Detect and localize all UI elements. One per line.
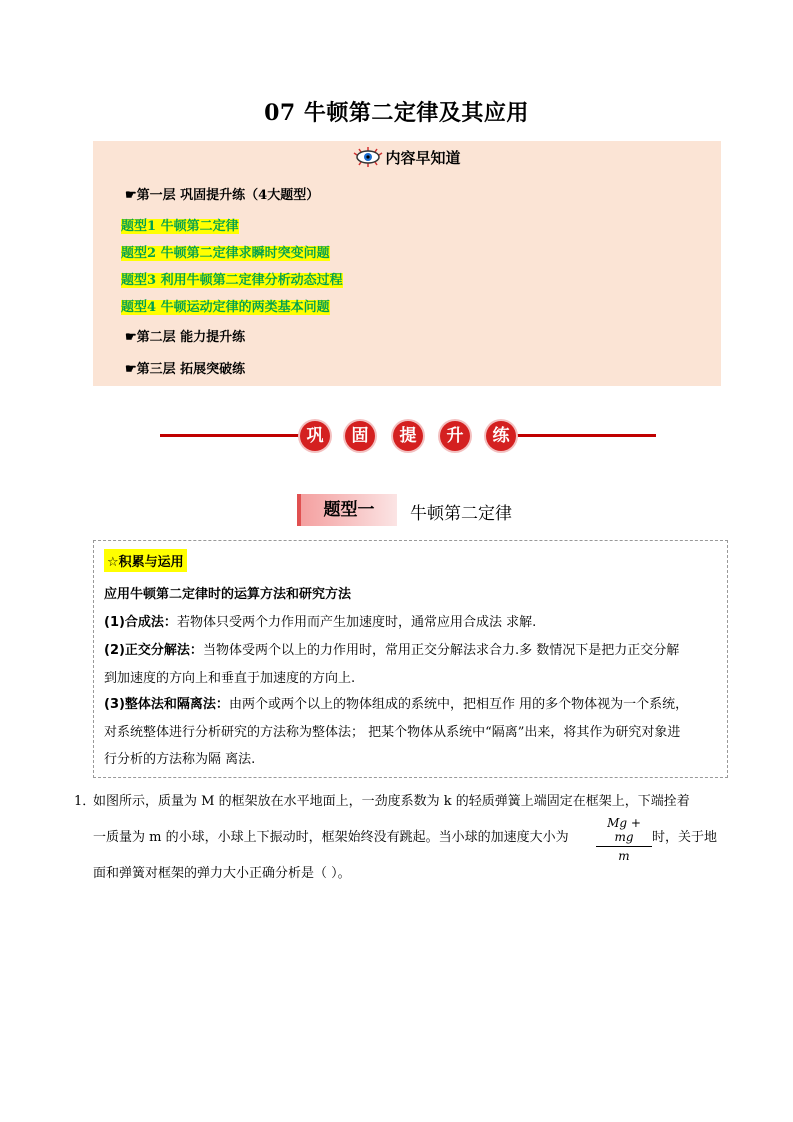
toc-type-2[interactable] xyxy=(121,242,330,261)
toc-type-1-label: 题型1 牛顿第二定律 xyxy=(121,219,239,234)
banner-char-5: 练 xyxy=(486,421,516,451)
section-banner xyxy=(160,418,656,454)
page-title: 07 牛顿第二定律及其应用 xyxy=(264,100,529,126)
question-number: 1． xyxy=(74,794,96,809)
question-line-2a: 一质量为 m 的小球，小球上下振动时，框架始终没有跳起。当小球的加速度大小为 xyxy=(93,830,569,845)
question-line-3: 面和弹簧对框架的弹力大小正确分析是（ ）。 xyxy=(93,866,351,881)
knowledge-item-2 xyxy=(104,639,679,658)
question-line-2b: 时，关于地 xyxy=(652,830,718,845)
item-2-label: (2)正交分解法： xyxy=(104,643,203,658)
fraction-numerator: Mg + mg xyxy=(607,816,641,844)
toc-type-4-label: 题型4 牛顿运动定律的两类基本问题 xyxy=(121,300,330,315)
toc-type-4[interactable] xyxy=(121,296,330,315)
item-1-label: (1)合成法： xyxy=(104,615,177,630)
toc-heading xyxy=(93,147,721,171)
toc-type-1[interactable] xyxy=(121,215,239,234)
eye-icon xyxy=(353,147,383,171)
toc-type-3[interactable] xyxy=(121,269,343,288)
banner-char-3: 提 xyxy=(393,421,423,451)
knowledge-item-2-cont: 到加速度的方向上和垂直于加速度的方向上. xyxy=(104,671,356,686)
section-tag: 题型一 xyxy=(297,494,397,526)
knowledge-item-1 xyxy=(104,611,536,630)
banner-char-4: 升 xyxy=(440,421,470,451)
item-1-text: 若物体只受两个力作用而产生加速度时，通常应用合成法 求解. xyxy=(176,615,537,630)
banner-char-1: 巩 xyxy=(300,421,330,451)
toc-layer2[interactable]: ☛第二层 能力提升练 xyxy=(125,330,246,345)
fraction-denominator: m xyxy=(618,849,630,863)
toc-layer3[interactable]: ☛第三层 拓展突破练 xyxy=(125,362,246,377)
section-title: 牛顿第二定律 xyxy=(410,504,512,524)
item-3-label: (3)整体法和隔离法： xyxy=(104,697,229,712)
item-3-text: 由两个或两个以上的物体组成的系统中，把相互作 用的多个物体视为一个系统， xyxy=(228,697,689,712)
knowledge-heading: 应用牛顿第二定律时的运算方法和研究方法 xyxy=(104,587,352,602)
knowledge-badge: ☆积累与运用 xyxy=(104,549,187,572)
knowledge-item-3-cont2: 行分析的方法称为隔 离法. xyxy=(104,752,256,767)
question-line-1: 如图所示，质量为 M 的框架放在水平地面上，一劲度系数为 k 的轻质弹簧上端固定在框架上，下端拴着 xyxy=(93,794,690,809)
banner-rule-right xyxy=(516,434,656,437)
toc-heading-text: 内容早知道 xyxy=(385,149,461,167)
fraction-bar xyxy=(596,846,652,847)
banner-rule-left xyxy=(160,434,300,437)
knowledge-item-3 xyxy=(104,693,688,712)
knowledge-box xyxy=(93,540,728,778)
acceleration-fraction xyxy=(596,816,652,863)
item-2-text: 当物体受两个以上的力作用时，常用正交分解法求合力.多 数情况下是把力正交分解 xyxy=(202,643,680,658)
toc-type-3-label: 题型3 利用牛顿第二定律分析动态过程 xyxy=(121,273,343,288)
toc-box xyxy=(93,141,721,386)
banner-char-2: 固 xyxy=(345,421,375,451)
knowledge-item-3-cont: 对系统整体进行分析研究的方法称为整体法； 把某个物体从系统中“隔离”出来，将其作为研究对象进 xyxy=(104,725,681,740)
toc-layer1[interactable]: ☛第一层 巩固提升练（4大题型） xyxy=(125,188,320,203)
toc-type-2-label: 题型2 牛顿第二定律求瞬时突变问题 xyxy=(121,246,330,261)
